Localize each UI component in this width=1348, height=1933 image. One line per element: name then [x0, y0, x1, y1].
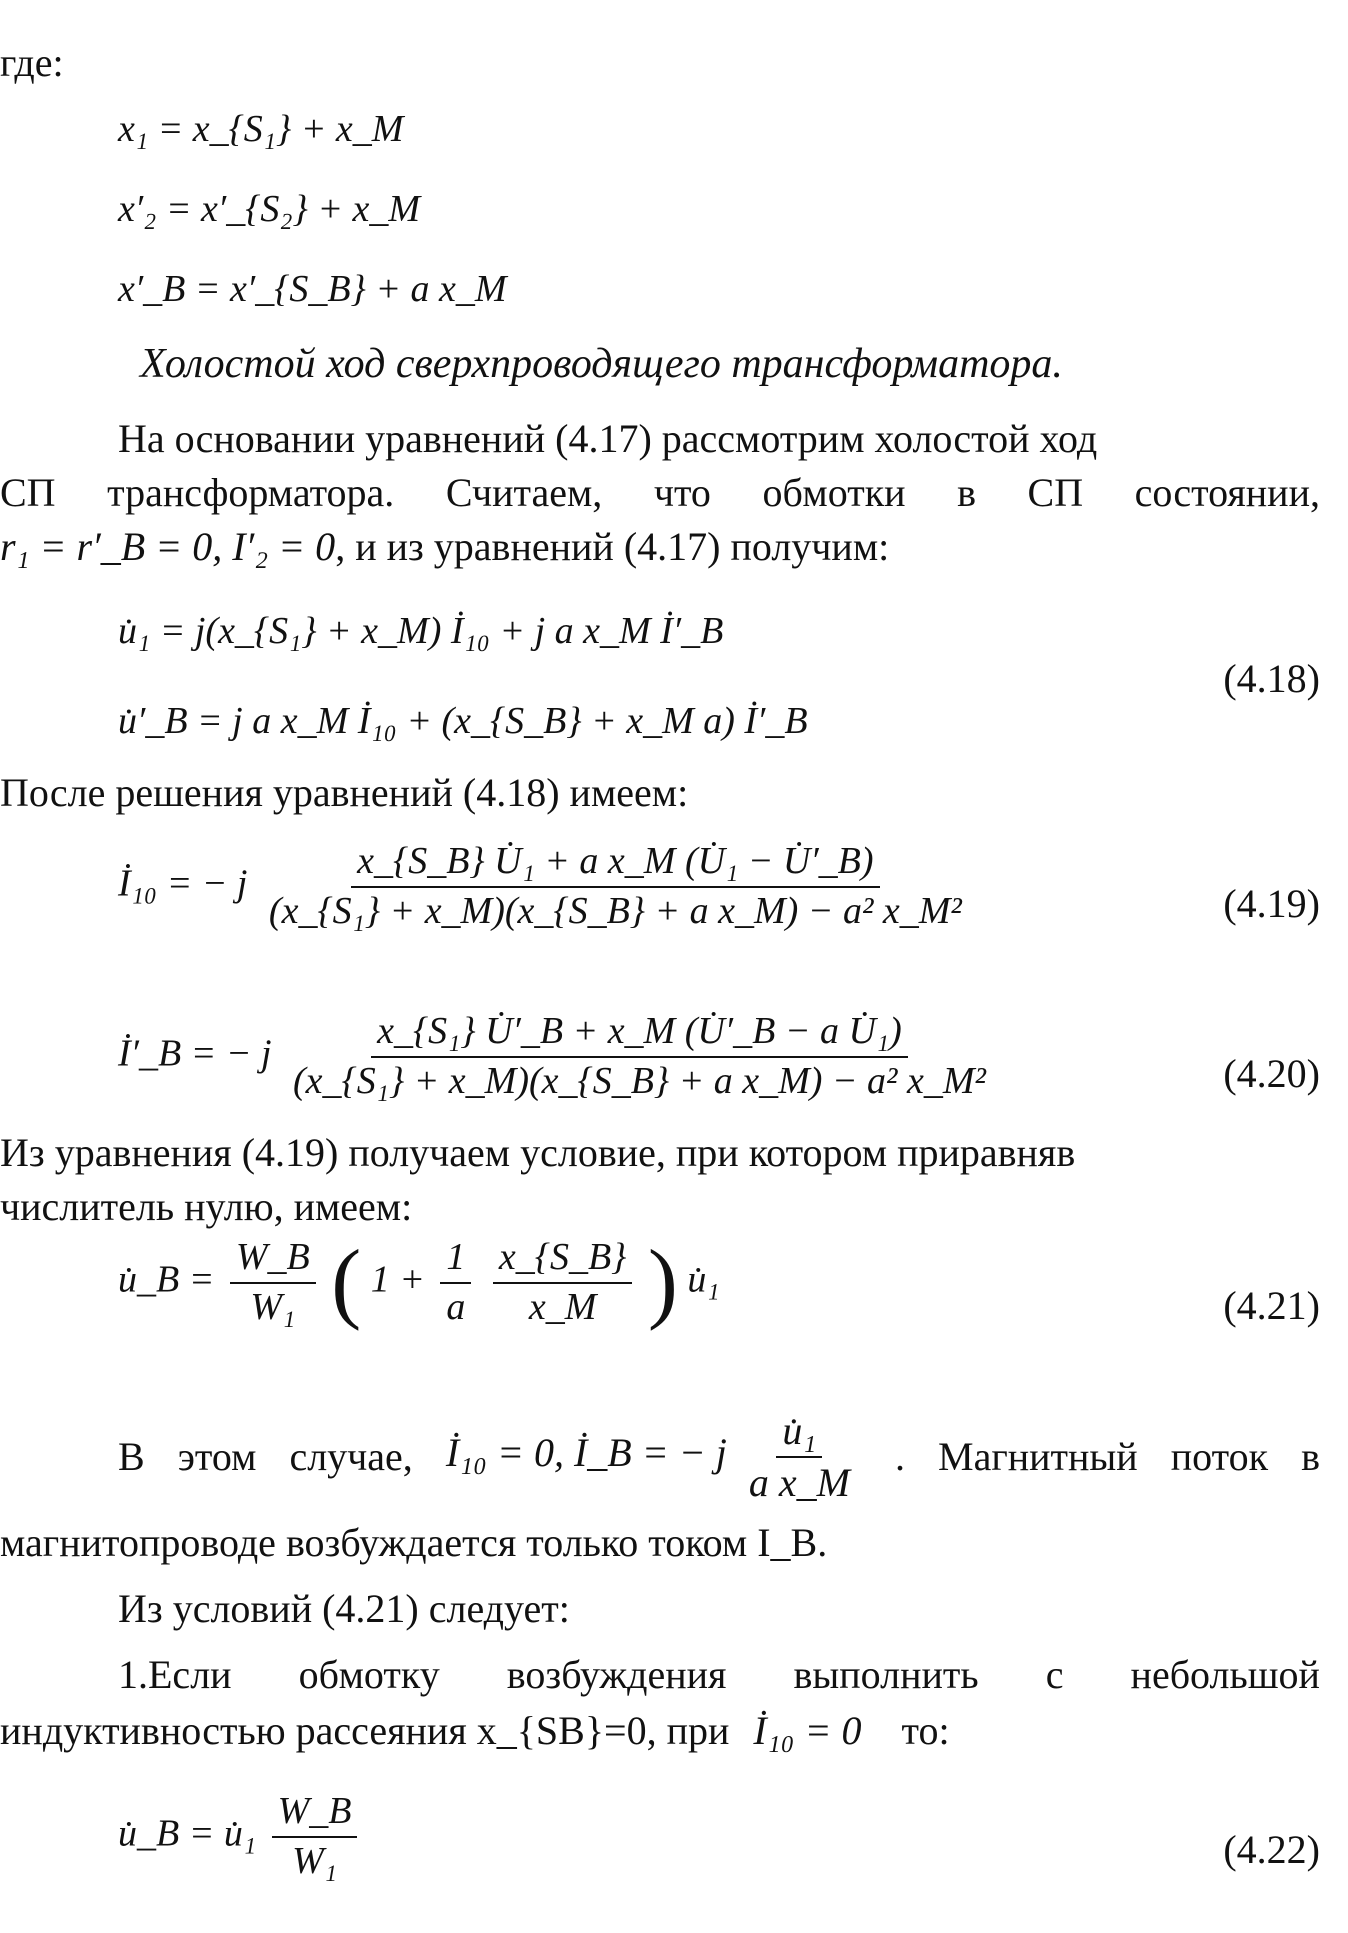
equation-4-21-inner-fraction-2: $\frac{x\_\{S\_B\}}{x\_M}$: [493, 1236, 632, 1329]
paragraph-3-line-1: В этом случае, İ₁₀ = 0, İ_B = − j $\frac{\text{u̇₁}}{\text{a x\_M}}$ . Магнитный поток в: [118, 1408, 1320, 1505]
no-load-condition-formula: r₁ = r′_B = 0, I′₂ = 0: [0, 524, 336, 569]
section-title: Холостой ход сверхпроводящего трансформатора.: [140, 341, 1063, 387]
equation-4-21-lhs: u̇_B =: [118, 1258, 215, 1301]
equation-4-20-fraction: [287, 1010, 992, 1103]
equation-4-21-inner-fraction-1: $\frac{1}{a}$: [440, 1236, 471, 1329]
equation-4-21: u̇_B = $\frac{W\_B}{\text{W₁}}$ ( 1 + $\frac{1}{a}$ $\frac{x\_\{S\_B\}}{x\_M}$ ) u̇₁: [118, 1232, 720, 1332]
equation-4-20-lhs: İ′_B = − j: [118, 1032, 272, 1075]
right-paren: ): [647, 1232, 678, 1332]
paragraph-5-line-1: 1.Если обмотку возбуждения выполнить с небольшой: [118, 1652, 1320, 1697]
equation-number-4-18: (4.18): [1223, 656, 1320, 701]
paragraph-1-line-2: СП трансформатора. Считаем, что обмотки в СП состоянии,: [0, 470, 1320, 515]
paragraph-4: Из условий (4.21) следует:: [118, 1586, 570, 1631]
equation-number-4-20: (4.20): [1223, 1051, 1320, 1096]
equation-4-20: [118, 1010, 1348, 1103]
paragraph-3-line-2: магнитопроводе возбуждается только током I_B.: [0, 1520, 828, 1565]
definition-xb: x′_B = x′_{S_B} + a x_M: [118, 268, 507, 310]
current-condition-formula: İ₁₀ = 0, İ_B = − j $\frac{\text{u̇₁}}{\text{a x\_M}}$: [445, 1408, 850, 1505]
equation-4-19-denominator: (x_{S₁} + x_M)(x_{S_B} + a x_M) − a² x_M²: [268, 889, 962, 932]
equation-4-22: u̇_B = u̇₁ $\frac{W\_B}{\text{W₁}}$: [118, 1790, 1348, 1883]
equation-4-19-lhs: İ₁₀ = − j: [118, 862, 248, 905]
equation-4-18-line-1: u̇₁ = j(x_{S₁} + x_M) İ₁₀ + j a x_M İ′_B: [118, 610, 724, 652]
equation-4-22-fraction: $\frac{W\_B}{\text{W₁}}$: [272, 1790, 358, 1883]
definition-x1: x₁ = x_{S₁} + x_M: [118, 108, 404, 150]
left-paren: (: [331, 1232, 362, 1332]
equation-number-4-19: (4.19): [1223, 881, 1320, 926]
equation-4-19-fraction: [263, 840, 968, 933]
paragraph-1-line-1: На основании уравнений (4.17) рассмотрим холостой ход: [118, 416, 1098, 461]
definition-x2: x′₂ = x′_{S₂} + x_M: [118, 188, 420, 230]
equation-4-21-ratio: $\frac{W\_B}{\text{W₁}}$: [230, 1236, 316, 1329]
equation-number-4-22: (4.22): [1223, 1827, 1320, 1872]
paragraph-2-line-2: числитель нулю, имеем:: [0, 1184, 413, 1229]
paragraph-5-formula: İ₁₀ = 0: [753, 1708, 862, 1753]
intro-text: где:: [0, 40, 64, 85]
equation-4-19-numerator: x_{S_B} U̇₁ + a x_M (U̇₁ − U̇′_B): [351, 840, 879, 888]
paragraph-1-line-3-text: , и из уравнений (4.17) получим:: [335, 524, 890, 569]
equation-number-4-21: (4.21): [1223, 1283, 1320, 1328]
equation-4-20-numerator: x_{S₁} U̇′_B + x_M (U̇′_B − a U̇₁): [371, 1010, 908, 1058]
paragraph-5-line-2: индуктивностью рассеяния x_{SB}=0, при İ₁₀ = 0 то:: [0, 1708, 950, 1753]
after-4-18-text: После решения уравнений (4.18) имеем:: [0, 770, 689, 815]
paragraph-1-line-3: [0, 524, 1348, 570]
equation-4-19: [118, 840, 1348, 933]
equation-4-18-line-2: u̇′_B = j a x_M İ₁₀ + (x_{S_B} + x_M a) İ′_B: [118, 700, 808, 742]
equation-4-20-denominator: (x_{S₁} + x_M)(x_{S_B} + a x_M) − a² x_M²: [293, 1059, 986, 1102]
paragraph-2-line-1: Из уравнения (4.19) получаем условие, при котором приравняв: [0, 1130, 1076, 1175]
